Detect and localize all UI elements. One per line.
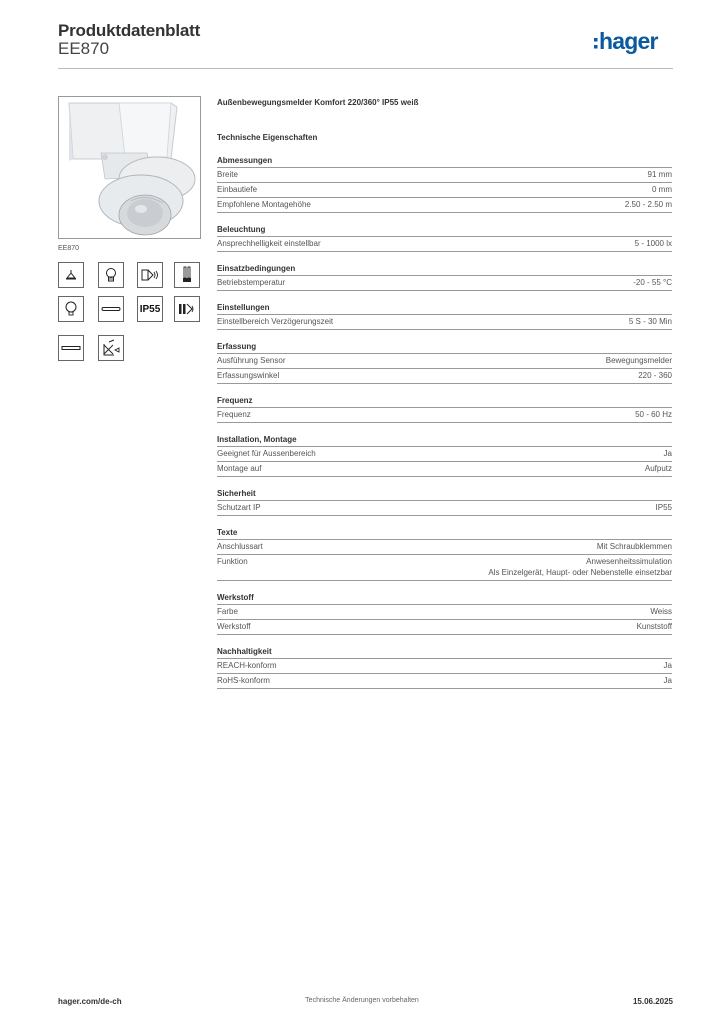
- spec-value: Aufputz: [644, 464, 672, 473]
- spec-value: 91 mm: [647, 170, 672, 179]
- spec-label: Funktion: [217, 557, 248, 566]
- wall-mount-icon: [98, 335, 124, 361]
- spec-section: [217, 592, 672, 635]
- spec-value: Ja: [663, 661, 672, 670]
- logo-text: hager: [599, 28, 658, 54]
- switch-sensor-icon: [174, 296, 200, 322]
- spec-row: [217, 315, 672, 330]
- spec-section: [217, 395, 672, 423]
- spec-row: [217, 408, 672, 423]
- spec-section: [217, 263, 672, 291]
- spec-value: 0 mm: [652, 185, 672, 194]
- section-title: Einsatzbedingungen: [217, 263, 672, 276]
- footer-website: hager.com/de-ch: [58, 997, 122, 1006]
- spec-heading: Technische Eigenschaften: [217, 133, 318, 142]
- product-code: EE870: [58, 39, 110, 58]
- spec-label: Geeignet für Aussenbereich: [217, 449, 316, 458]
- spec-row: [217, 198, 672, 213]
- spec-label: Werkstoff: [217, 622, 251, 631]
- section-title: Installation, Montage: [217, 434, 672, 447]
- led-tube-icon: [98, 296, 124, 322]
- spec-label: Erfassungswinkel: [217, 371, 280, 380]
- spec-row: [217, 168, 672, 183]
- spec-row: [217, 605, 672, 620]
- spec-label: Montage auf: [217, 464, 262, 473]
- spec-label: Einstellbereich Verzögerungszeit: [217, 317, 334, 326]
- spec-label: Ausführung Sensor: [217, 356, 286, 365]
- spec-section: [217, 302, 672, 330]
- section-title: Abmessungen: [217, 155, 672, 168]
- spec-section: [217, 434, 672, 477]
- spec-label: Betriebstemperatur: [217, 278, 286, 287]
- specification-panel: [217, 96, 672, 689]
- spec-row: [217, 501, 672, 516]
- spec-row: [217, 447, 672, 462]
- spec-value: 5 - 1000 lx: [634, 239, 672, 248]
- spec-row: [217, 555, 672, 581]
- image-caption: EE870: [58, 245, 80, 252]
- ip55-label: IP55: [139, 303, 161, 315]
- section-title: Frequenz: [217, 395, 672, 408]
- spec-row: [217, 540, 672, 555]
- spec-row: [217, 183, 672, 198]
- spec-label: Einbautiefe: [217, 185, 258, 194]
- spec-section: [217, 155, 672, 213]
- section-title: Beleuchtung: [217, 224, 672, 237]
- spec-section: [217, 341, 672, 384]
- product-title: Außenbewegungsmelder Komfort 220/360° IP55 weiß: [217, 98, 419, 107]
- ip55-rating-icon: [137, 296, 163, 322]
- product-image: [58, 96, 201, 239]
- spec-label: Breite: [217, 170, 238, 179]
- spec-section: [217, 488, 672, 516]
- spec-value: Bewegungsmelder: [605, 356, 672, 365]
- spec-label: Anschlussart: [217, 542, 263, 551]
- section-title: Sicherheit: [217, 488, 672, 501]
- spec-value: 2.50 - 2.50 m: [624, 200, 672, 209]
- ceiling-lamp-icon: [58, 262, 84, 288]
- spec-section: [217, 527, 672, 581]
- spec-value: IP55: [655, 503, 672, 512]
- spec-row: [217, 659, 672, 674]
- spec-value: Ja: [663, 676, 672, 685]
- spec-label: RoHS-konform: [217, 676, 270, 685]
- spec-row: [217, 369, 672, 384]
- spec-value: Kunststoff: [636, 622, 672, 631]
- spec-label: Empfohlene Montagehöhe: [217, 200, 311, 209]
- section-title: Texte: [217, 527, 672, 540]
- motion-sensor-icon: [137, 262, 163, 288]
- spec-value: 220 - 360: [638, 371, 672, 380]
- spec-row: [217, 462, 672, 477]
- spec-row: [217, 237, 672, 252]
- spec-label: Schutzart IP: [217, 503, 261, 512]
- spec-sections: [217, 155, 672, 689]
- spec-value: Mit Schraubklemmen: [596, 542, 672, 551]
- spec-value: -20 - 55 °C: [633, 278, 672, 287]
- section-title: Erfassung: [217, 341, 672, 354]
- footer-date: 15.06.2025: [632, 997, 673, 1006]
- light-bulb-icon: [58, 296, 84, 322]
- spec-row: [217, 674, 672, 689]
- fluorescent-lamp-icon: [174, 262, 200, 288]
- spec-value: Anwesenheitssimulation Als Einzelgerät, Haupt- oder Nebenstelle einsetzbar: [488, 557, 672, 577]
- spec-row: [217, 276, 672, 291]
- section-title: Werkstoff: [217, 592, 672, 605]
- spec-section: [217, 224, 672, 252]
- spec-row: [217, 620, 672, 635]
- spec-label: Ansprechhelligkeit einstellbar: [217, 239, 321, 248]
- spec-value: Weiss: [650, 607, 672, 616]
- header-divider: [58, 68, 673, 69]
- spec-label: REACH-konform: [217, 661, 277, 670]
- bulb-socket-icon: [98, 262, 124, 288]
- section-title: Einstellungen: [217, 302, 672, 315]
- section-title: Nachhaltigkeit: [217, 646, 672, 659]
- hager-logo: [594, 27, 674, 57]
- motion-detector-photo-icon: [59, 97, 200, 238]
- spec-value: 50 - 60 Hz: [635, 410, 672, 419]
- spec-section: [217, 646, 672, 689]
- spec-value: Ja: [663, 449, 672, 458]
- spec-label: Frequenz: [217, 410, 251, 419]
- spec-row: [217, 354, 672, 369]
- document-title: Produktdatenblatt: [58, 21, 201, 40]
- spec-label: Farbe: [217, 607, 238, 616]
- spec-value: 5 S - 30 Min: [628, 317, 672, 326]
- linear-lamp-icon: [58, 335, 84, 361]
- footer-notice: Technische Änderungen vorbehalten: [305, 997, 419, 1004]
